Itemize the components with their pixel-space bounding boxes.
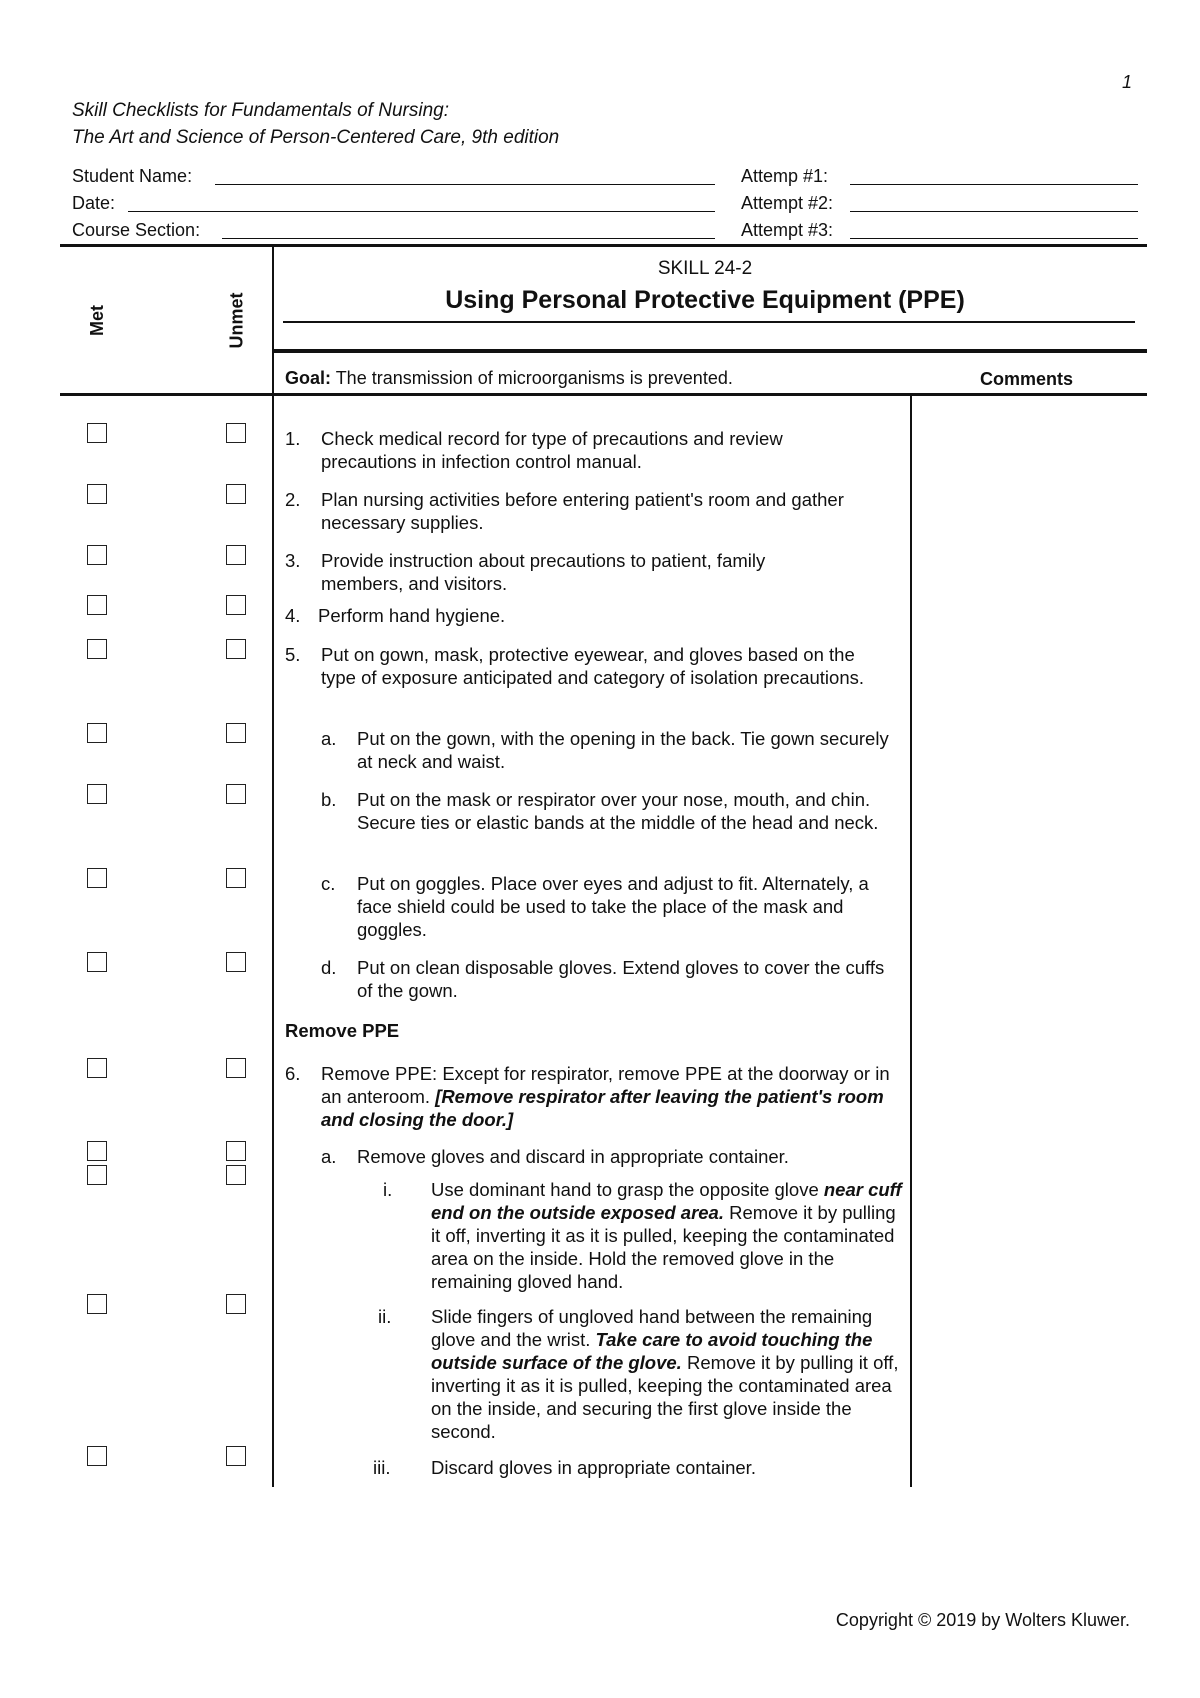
step-roman: iii.: [373, 1457, 391, 1478]
step-emphasis: Take care to avoid touching the outside surface of the glove.: [431, 1329, 873, 1373]
step-emphasis: near cuff end on the outside exposed area.: [431, 1179, 902, 1223]
course-section-label: Course Section:: [72, 220, 201, 240]
met-checkbox-step-5a[interactable]: [87, 723, 107, 743]
step-letter: d.: [321, 957, 337, 978]
attempt2-field[interactable]: [850, 211, 1138, 212]
unmet-checkbox-step-2[interactable]: [226, 484, 246, 504]
step-text: Perform hand hygiene.: [318, 605, 506, 626]
met-checkbox-step-4[interactable]: [87, 595, 107, 615]
step-number: 1.: [285, 428, 301, 449]
step-text: Remove PPE: Except for respirator, remove PPE at the doorway or in an anteroom. [Remove respirator after leaving the patient's room and closing the door.]: [321, 1063, 890, 1130]
met-checkbox-step-1[interactable]: [87, 423, 107, 443]
step-text: Plan nursing activities before entering patient's room and gather necessary supplies.: [321, 489, 844, 533]
copyright: Copyright © 2019 by Wolters Kluwer.: [835, 1610, 1130, 1630]
step-number: 6.: [285, 1063, 301, 1084]
date-label: Date:: [72, 193, 116, 213]
met-checkbox-step-6aii[interactable]: [87, 1294, 107, 1314]
student-name-label: Student Name:: [72, 166, 193, 186]
met-column-header: Met: [86, 304, 107, 336]
step-text: Remove gloves and discard in appropriate container.: [357, 1146, 789, 1167]
step-text: Discard gloves in appropriate container.: [431, 1457, 756, 1478]
goal-label: Goal:: [285, 368, 332, 388]
unmet-checkbox-step-5c[interactable]: [226, 868, 246, 888]
step-letter: b.: [321, 789, 337, 810]
met-checkbox-step-5b[interactable]: [87, 784, 107, 804]
remove-ppe-heading: Remove PPE: [285, 1020, 400, 1041]
step-text: Put on gown, mask, protective eyewear, and gloves based on the type of exposure anticipated and category of isolation precautions.: [321, 644, 865, 688]
met-checkbox-step-5[interactable]: [87, 639, 107, 659]
step-letter: c.: [321, 873, 336, 894]
table-top-rule: [60, 244, 1147, 247]
step-number: 5.: [285, 644, 301, 665]
step-text: Put on the gown, with the opening in the back. Tie gown securely at neck and waist.: [357, 728, 889, 772]
attempt2-label: Attempt #2:: [741, 193, 834, 213]
unmet-checkbox-step-6aii-i[interactable]: [226, 1446, 246, 1466]
attempt3-label: Attempt #3:: [741, 220, 834, 240]
course-section-field[interactable]: [222, 238, 715, 239]
met-checkbox-step-3[interactable]: [87, 545, 107, 565]
met-checkbox-step-5c[interactable]: [87, 868, 107, 888]
unmet-checkbox-step-3[interactable]: [226, 545, 246, 565]
step-text: Put on clean disposable gloves. Extend gloves to cover the cuffs of the gown.: [357, 957, 885, 1001]
step-text: Slide fingers of ungloved hand between the remaining glove and the wrist. Take care to avoid touching the outside surface of the glove. Remove it by pulling it off, inverting it as it is pulled, keeping the contaminated area on the inside, and securing the first glove inside the second.: [431, 1306, 899, 1442]
student-name-field[interactable]: [215, 184, 715, 185]
comments-column-header: Comments: [980, 369, 1074, 389]
unmet-checkbox-step-1[interactable]: [226, 423, 246, 443]
goal-text: The transmission of microorganisms is prevented.: [331, 368, 733, 388]
step-roman: i.: [383, 1179, 393, 1200]
unmet-checkbox-step-6aii[interactable]: [226, 1294, 246, 1314]
step-letter: a.: [321, 728, 337, 749]
steps-left-rule: [272, 247, 274, 1487]
step-letter: a.: [321, 1146, 337, 1167]
book-title-line1: Skill Checklists for Fundamentals of Nursing:: [72, 100, 449, 121]
step-text: Provide instruction about precautions to patient, family members, and visitors.: [321, 550, 766, 594]
goal: [285, 368, 733, 389]
step-number: 3.: [285, 550, 301, 571]
step-number: 2.: [285, 489, 301, 510]
met-checkbox-step-2[interactable]: [87, 484, 107, 504]
date-field[interactable]: [128, 211, 715, 212]
unmet-checkbox-step-5b[interactable]: [226, 784, 246, 804]
attempt1-label: Attemp #1:: [741, 166, 829, 186]
unmet-checkbox-step-6a[interactable]: [226, 1141, 246, 1161]
book-title-line2: The Art and Science of Person-Centered Care, 9th edition: [72, 127, 560, 148]
unmet-checkbox-step-5d[interactable]: [226, 952, 246, 972]
met-checkbox-step-6aiii[interactable]: [87, 1446, 107, 1466]
step-text: Use dominant hand to grasp the opposite glove near cuff end on the outside exposed area. Remove it by pulling it off, inverting it as it is pulled, keeping the contaminated area on the inside. Hold the removed glove in the remaining gloved hand.: [431, 1179, 902, 1292]
met-checkbox-step-5d[interactable]: [87, 952, 107, 972]
step-text: Check medical record for type of precautions and review precautions in infection control manual.: [321, 428, 783, 472]
met-checkbox-step-6a-extra[interactable]: [87, 1165, 107, 1185]
goal-top-rule: [272, 349, 1147, 353]
step-roman: ii.: [378, 1306, 392, 1327]
skill-number: SKILL 24-2: [657, 258, 753, 279]
attempt1-field[interactable]: [850, 184, 1138, 185]
unmet-checkbox-step-5a[interactable]: [226, 723, 246, 743]
step-emphasis: [Remove respirator after leaving the patient's room and closing the door.]: [321, 1086, 884, 1130]
attempt3-field[interactable]: [850, 238, 1138, 239]
header-bottom-rule: [60, 393, 1147, 396]
comments-left-rule: [910, 396, 912, 1487]
step-number: 4.: [285, 605, 301, 626]
skill-title: Using Personal Protective Equipment (PPE): [445, 286, 965, 314]
unmet-checkbox-step-6a-extra[interactable]: [226, 1165, 246, 1185]
step-text: Put on goggles. Place over eyes and adjust to fit. Alternately, a face shield could be used to take the place of the mask and goggles.: [357, 873, 869, 940]
page-number: 1: [1122, 72, 1133, 92]
met-checkbox-step-6a[interactable]: [87, 1141, 107, 1161]
unmet-checkbox-step-5[interactable]: [226, 639, 246, 659]
title-underline: [283, 321, 1135, 323]
step-text: Put on the mask or respirator over your nose, mouth, and chin. Secure ties or elastic bands at the middle of the head and neck.: [357, 789, 879, 833]
unmet-checkbox-step-4[interactable]: [226, 595, 246, 615]
unmet-column-header: Unmet: [226, 291, 247, 349]
unmet-checkbox-step-6[interactable]: [226, 1058, 246, 1078]
met-checkbox-step-6[interactable]: [87, 1058, 107, 1078]
